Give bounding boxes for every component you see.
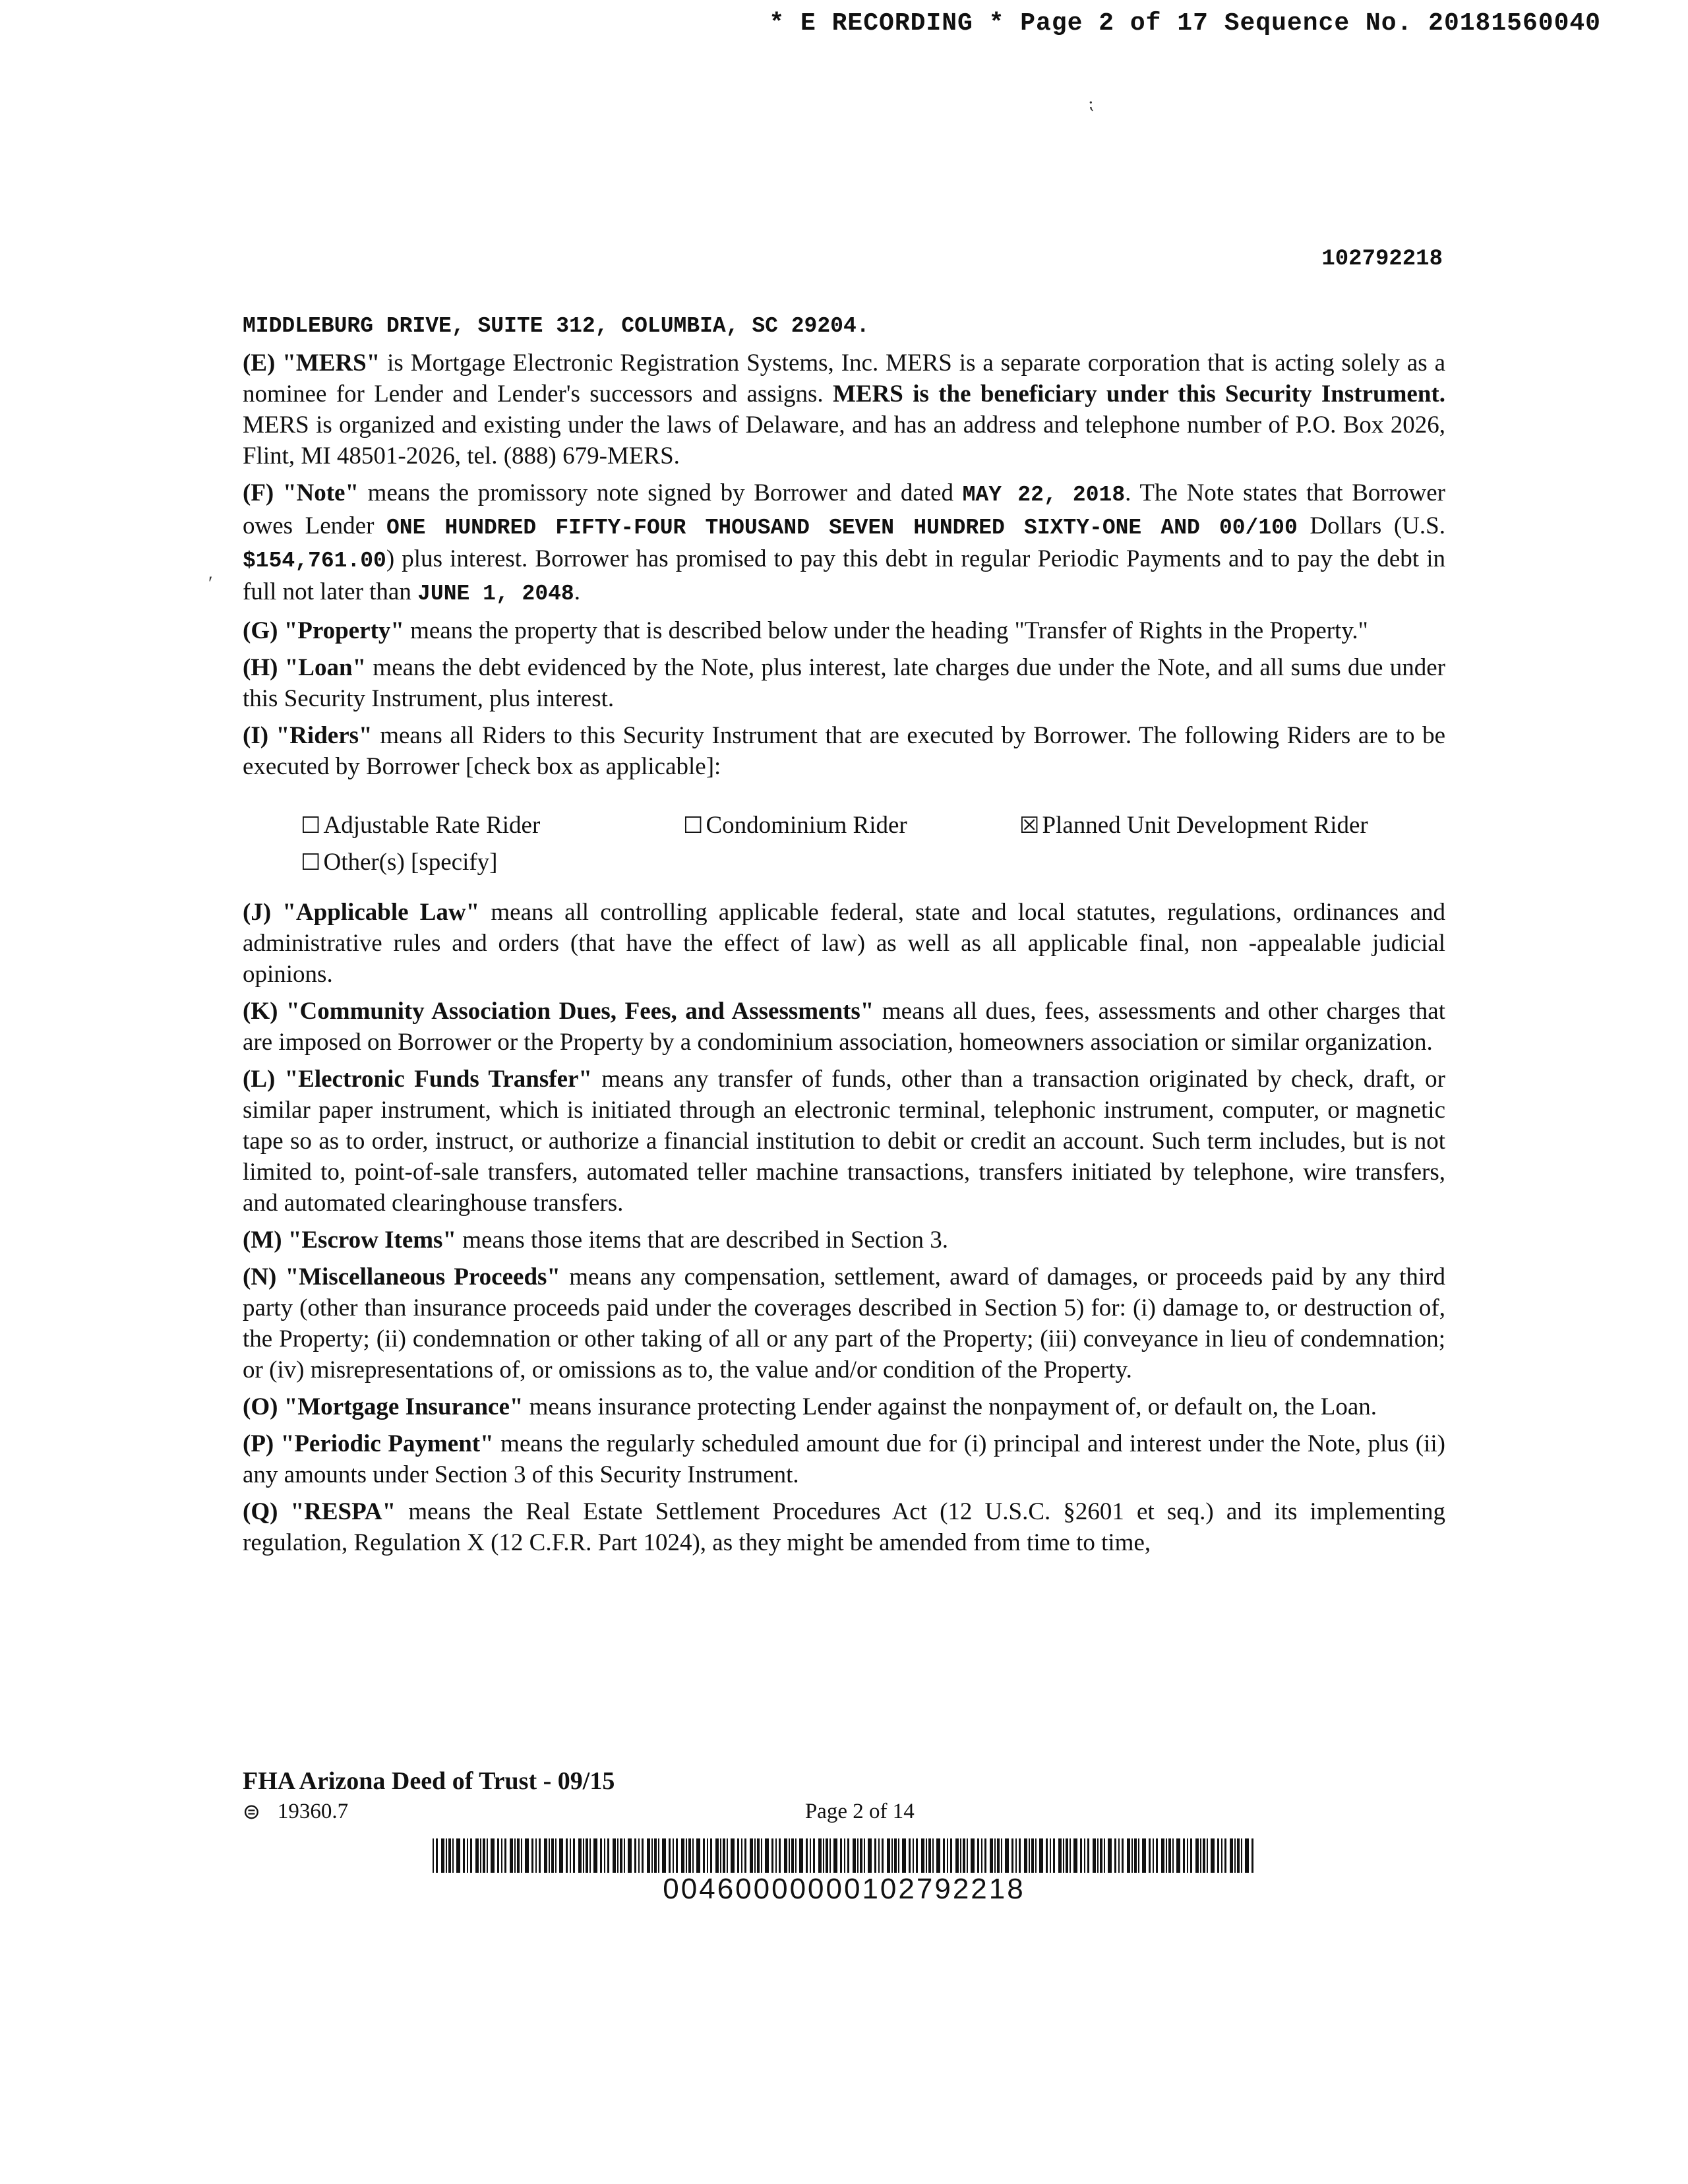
- barcode-bar: [1029, 1838, 1030, 1873]
- barcode-bar: [806, 1838, 808, 1873]
- barcode-bar: [984, 1838, 986, 1873]
- barcode-bar: [480, 1838, 481, 1873]
- barcode-bar: [960, 1838, 961, 1873]
- barcode-bar: [1114, 1838, 1116, 1873]
- barcode-bar: [487, 1838, 488, 1873]
- barcode-bar: [1168, 1838, 1171, 1873]
- barcode-bar: [470, 1838, 472, 1873]
- barcode-bar: [504, 1838, 506, 1873]
- barcode-bar: [1200, 1838, 1201, 1873]
- definition-k: (K) "Community Association Dues, Fees, and Assessments" means all dues, fees, assessments and other charges that are imposed on Borrower or the Property by a condominium association, homeowners association or similar organization.: [243, 998, 1445, 1056]
- form-code: 19360.7: [277, 1799, 349, 1823]
- recording-stamp: * E RECORDING * Page 2 of 17 Sequence No. 20181560040: [769, 9, 1601, 38]
- barcode-bar: [997, 1838, 1000, 1873]
- barcode-bar: [818, 1838, 822, 1873]
- barcode-bar: [688, 1838, 691, 1873]
- barcode-bar: [844, 1838, 845, 1873]
- barcode-bar: [535, 1838, 537, 1873]
- barcode-bar: [723, 1838, 725, 1873]
- barcode-bar: [620, 1838, 622, 1873]
- barcode-bar: [525, 1838, 529, 1873]
- barcode-bar: [647, 1838, 650, 1873]
- barcode-bar: [593, 1838, 597, 1873]
- barcode-bar: [823, 1838, 824, 1873]
- barcode-bar: [947, 1838, 948, 1873]
- barcode-bar: [497, 1838, 499, 1873]
- barcode-bar: [1100, 1838, 1102, 1873]
- page-footer: [243, 1766, 1495, 1827]
- barcode-bar: [696, 1838, 700, 1873]
- barcode-bar: [1211, 1838, 1215, 1873]
- rider-planned-unit-development: ☒ Planned Unit Development Rider: [1019, 812, 1368, 839]
- amount-words: ONE HUNDRED FIFTY-FOUR THOUSAND SEVEN HUNDRED SIXTY-ONE AND 00/100: [386, 516, 1298, 540]
- barcode-bar: [977, 1838, 979, 1873]
- barcode-bar: [916, 1838, 918, 1873]
- barcode-bar: [898, 1838, 899, 1873]
- loan-amount: $154,761.00: [243, 549, 386, 573]
- page-number: Page 2 of 14: [804, 1799, 915, 1823]
- barcode-bar: [853, 1838, 856, 1873]
- barcode-bar: [1035, 1838, 1037, 1873]
- barcode-bar: [878, 1838, 880, 1873]
- barcode-bar: [928, 1838, 931, 1873]
- barcode-bar: [741, 1838, 742, 1873]
- barcode-bar: [1245, 1838, 1249, 1873]
- barcode-bar: [950, 1838, 952, 1873]
- definition-n: (N) "Miscellaneous Proceeds" means any compensation, settlement, award of damages, or proceeds paid by any third party (other than insurance proceeds paid under the coverages described in Section 5) for: (i) damage to, or destruction of, the Property; (ii) condemnation or other taking of all or any part of the Property; (iii) conveyance in lieu of condemnation; or (iv) misrepresentations of, or omissions as to, the value and/or condition of the Property.: [243, 1263, 1446, 1383]
- barcode-bar: [731, 1838, 735, 1873]
- barcode-bar: [1063, 1838, 1064, 1873]
- definition-p: (P) "Periodic Payment" means the regularly scheduled amount due for (i) principal and interest under the Note, plus (ii) any amounts under Section 3 of this Security Instrument.: [243, 1430, 1445, 1488]
- barcode-bar: [1019, 1838, 1021, 1873]
- barcode-bar: [681, 1838, 684, 1873]
- barcode-bar: [990, 1838, 993, 1873]
- barcode-bar: [578, 1838, 582, 1873]
- barcode-bar: [628, 1838, 632, 1873]
- barcode-bar: [1011, 1838, 1013, 1873]
- barcode-bar: [510, 1838, 513, 1873]
- barcode-bar: [868, 1838, 872, 1873]
- barcode-bar: [1108, 1838, 1112, 1873]
- barcode-bar: [1001, 1838, 1002, 1873]
- definition-o: (O) "Mortgage Insurance" means insurance protecting Lender against the nonpayment of, or default on, the Loan.: [243, 1393, 1377, 1420]
- barcode-bar: [676, 1838, 678, 1873]
- riders-checklist: [301, 810, 1445, 878]
- barcode-bar: [1172, 1838, 1174, 1873]
- barcode-bar: [1190, 1838, 1192, 1873]
- address-line: MIDDLEBURG DRIVE, SUITE 312, COLUMBIA, SC 29204.: [243, 314, 870, 338]
- barcode-bar: [433, 1838, 434, 1873]
- note-date: MAY 22, 2018: [962, 483, 1126, 507]
- barcode-bar: [549, 1838, 550, 1873]
- barcode-bar: [779, 1838, 781, 1873]
- barcode-bar: [894, 1838, 897, 1873]
- barcode-bar: [1138, 1838, 1139, 1873]
- barcode-bar: [737, 1838, 739, 1873]
- barcode-bar: [1118, 1838, 1120, 1873]
- barcode-bar: [521, 1838, 522, 1873]
- barcode-bar: [1015, 1838, 1017, 1873]
- barcode-bar: [1207, 1838, 1208, 1873]
- barcode-bar: [1104, 1838, 1105, 1873]
- barcode-bar: [791, 1838, 794, 1873]
- barcode-bar: [1039, 1838, 1043, 1873]
- barcode-bar: [452, 1838, 454, 1873]
- barcode-bar: [1046, 1838, 1048, 1873]
- barcode-bar: [517, 1838, 520, 1873]
- barcode-bar: [662, 1838, 666, 1873]
- barcode-bar: [1149, 1838, 1151, 1873]
- barcode-bar: [887, 1838, 890, 1873]
- barcode-bar: [981, 1838, 982, 1873]
- barcode-bar: [1131, 1838, 1133, 1873]
- barcode-bar: [932, 1838, 934, 1873]
- barcode-bar: [720, 1838, 721, 1873]
- barcode-number: 00460000000102792218: [663, 1873, 1025, 1905]
- barcode-bar: [1084, 1838, 1085, 1873]
- checkbox-icon: ☐: [301, 849, 321, 876]
- barcode-bar: [570, 1838, 571, 1873]
- barcode-bar: [448, 1838, 451, 1873]
- barcode-bar: [658, 1838, 659, 1873]
- barcode-bar: [586, 1838, 588, 1873]
- barcode-bar: [909, 1838, 911, 1873]
- barcode-bar: [669, 1838, 671, 1873]
- rider-condominium: ☐ Condominium Rider: [683, 812, 907, 839]
- barcode-bar: [1153, 1838, 1154, 1873]
- barcode-bar: [1251, 1838, 1253, 1873]
- margin-mark: ʹ: [208, 572, 213, 594]
- barcode-bar: [902, 1838, 906, 1873]
- barcode-bar: [1217, 1838, 1219, 1873]
- form-vendor-icon: ⊜: [243, 1799, 260, 1824]
- barcode-bar: [857, 1838, 859, 1873]
- barcode-bar: [771, 1838, 773, 1873]
- barcode-bar: [1230, 1838, 1233, 1873]
- barcode-bar: [1066, 1838, 1068, 1873]
- barcode-bar: [1187, 1838, 1188, 1873]
- barcode-bar: [1097, 1838, 1099, 1873]
- barcode-bar: [744, 1838, 746, 1873]
- barcode-bar: [1221, 1838, 1222, 1873]
- barcode-bar: [765, 1838, 769, 1873]
- document-number: 102792218: [1321, 247, 1443, 272]
- definition-i: (I) "Riders" means all Riders to this Security Instrument that are executed by Borrower. The following Riders are to be executed by Borrower [check box as applicable]:: [243, 722, 1445, 780]
- definition-m: (M) "Escrow Items" means those items that are described in Section 3.: [243, 1227, 948, 1254]
- barcode-bar: [913, 1838, 914, 1873]
- barcode-bar: [761, 1838, 762, 1873]
- barcode-bar: [710, 1838, 712, 1873]
- barcode-bar: [624, 1838, 625, 1873]
- barcode-bar: [551, 1838, 554, 1873]
- barcode-bar: [936, 1838, 940, 1873]
- barcode-bar: [1142, 1838, 1146, 1873]
- barcode-bar: [795, 1838, 797, 1873]
- barcode-bar: [600, 1838, 602, 1873]
- barcode-bar: [654, 1838, 657, 1873]
- definition-j: (J) "Applicable Law" means all controlling applicable federal, state and local statutes, regulations, ordinances and administrative rules and orders (that have the effect of law) as well as all applicable final, non -appealable judicial opinions.: [243, 899, 1446, 988]
- rider-adjustable-rate: ☐ Adjustable Rate Rider: [301, 812, 541, 839]
- form-title: FHA Arizona Deed of Trust - 09/15: [243, 1767, 615, 1795]
- barcode-bar: [799, 1838, 803, 1873]
- barcode-bar: [874, 1838, 876, 1873]
- barcode-bar: [531, 1838, 533, 1873]
- barcode-bar: [441, 1838, 444, 1873]
- barcode-bar: [1024, 1838, 1027, 1873]
- barcode-bar: [1176, 1838, 1180, 1873]
- barcode-bar: [501, 1838, 502, 1873]
- barcode-bar: [467, 1838, 468, 1873]
- barcode-bar: [1134, 1838, 1137, 1873]
- barcode-bar: [446, 1838, 447, 1873]
- checkbox-icon: ☐: [683, 812, 704, 839]
- barcode-bar: [583, 1838, 584, 1873]
- barcode-bar: [491, 1838, 495, 1873]
- rider-other: ☐ Other(s) [specify]: [301, 849, 498, 876]
- barcode-bar: [994, 1838, 996, 1873]
- barcode-bar: [926, 1838, 927, 1873]
- barcode-bar: [573, 1838, 575, 1873]
- barcode-bar: [544, 1838, 547, 1873]
- maturity-date: JUNE 1, 2048: [417, 582, 574, 606]
- barcode-bar: [1073, 1838, 1077, 1873]
- barcode-bar: [1224, 1838, 1226, 1873]
- barcode-bar: [891, 1838, 893, 1873]
- barcode-bar: [651, 1838, 653, 1873]
- barcode-bar: [1050, 1838, 1051, 1873]
- barcode-bar: [1195, 1838, 1199, 1873]
- barcode-bar: [1166, 1838, 1167, 1873]
- definition-f: (F) "Note" means the promissory note signed by Borrower and dated MAY 22, 2018. The Note states that Borrower owes Lender ONE HUNDRED FIFTY-FOUR THOUSAND SEVEN HUNDRED SIXTY-ONE AND 00/100 Dollars (U.S. $154,761.00) plus interest. Borrower has promised to pay this debt in regular Periodic Payments and to pay the debt in full not later than JUNE 1, 2048.: [243, 479, 1446, 606]
- barcode-bar: [692, 1838, 694, 1873]
- barcode-bar: [754, 1838, 756, 1873]
- barcode-bar: [566, 1838, 568, 1873]
- barcode-bar: [1031, 1838, 1034, 1873]
- barcode-bar: [475, 1838, 479, 1873]
- barcode-bar: [826, 1838, 828, 1873]
- barcode-bar: [727, 1838, 728, 1873]
- checked-box-icon: ☒: [1019, 812, 1040, 839]
- barcode-bar: [829, 1838, 831, 1873]
- barcode-bar: [847, 1838, 849, 1873]
- barcode-bar: [1058, 1838, 1062, 1873]
- barcode-bar: [1161, 1838, 1164, 1873]
- barcode-bar: [1241, 1838, 1242, 1873]
- form-line: [243, 1796, 1495, 1827]
- barcode-bar: [707, 1838, 708, 1873]
- checkbox-icon: ☐: [301, 812, 321, 839]
- definition-e: (E) "MERS" is Mortgage Electronic Registration Systems, Inc. MERS is a separate corporation that is acting solely as a nominee for Lender and Lender's successors and assigns. MERS is the beneficiary under this Security Instrument. MERS is organized and existing under the laws of Delaware, and has an address and telephone number of P.O. Box 2026, Flint, MI 48501-2026, tel. (888) 679-MERS.: [243, 349, 1445, 470]
- barcode-bar: [463, 1838, 465, 1873]
- barcode-bar: [1156, 1838, 1158, 1873]
- barcode-bar: [1080, 1838, 1082, 1873]
- scan-speck: ⁏: [1088, 94, 1094, 113]
- barcode-bar: [642, 1838, 644, 1873]
- barcode-bar: [784, 1838, 787, 1873]
- barcode-bar: [617, 1838, 618, 1873]
- barcode-bar: [967, 1838, 968, 1873]
- definition-h: (H) "Loan" means the debt evidenced by the Note, plus interest, late charges due under the Note, and all sums due under this Security Instrument, plus interest.: [243, 654, 1445, 712]
- barcode-bar: [963, 1838, 965, 1873]
- barcode-bar: [1053, 1838, 1055, 1873]
- barcode-bar: [1070, 1838, 1071, 1873]
- barcode-bar: [703, 1838, 705, 1873]
- barcode-bar: [813, 1838, 815, 1873]
- barcode-bar: [860, 1838, 862, 1873]
- barcode-bar: [757, 1838, 760, 1873]
- barcode-bar: [514, 1838, 516, 1873]
- barcode-bar: [840, 1838, 842, 1873]
- barcode-bar: [864, 1838, 865, 1873]
- barcode-bar: [810, 1838, 811, 1873]
- barcode-bar: [483, 1838, 485, 1873]
- barcode-bar: [1183, 1838, 1185, 1873]
- barcode-bar: [921, 1838, 924, 1873]
- barcode-bar: [1122, 1838, 1124, 1873]
- barcode-bar: [555, 1838, 557, 1873]
- barcode-bar: [955, 1838, 959, 1873]
- definition-g: (G) "Property" means the property that is described below under the heading "Transfer of Rights in the Property.": [243, 617, 1368, 644]
- document-body: [243, 309, 1445, 1564]
- barcode-bar: [436, 1838, 438, 1873]
- barcode-bar: [1093, 1838, 1096, 1873]
- barcode-bar: [882, 1838, 884, 1873]
- barcode-bar: [634, 1838, 636, 1873]
- barcode-bar: [456, 1838, 460, 1873]
- barcode-bar: [943, 1838, 945, 1873]
- barcode-bar: [559, 1838, 563, 1873]
- barcode-bar: [604, 1838, 605, 1873]
- barcode-bar: [1005, 1838, 1009, 1873]
- barcode-bar: [613, 1838, 616, 1873]
- barcode-bar: [750, 1838, 753, 1873]
- barcode-bar: [673, 1838, 674, 1873]
- barcode-bar: [607, 1838, 609, 1873]
- barcode: [433, 1838, 1255, 1873]
- definition-q: (Q) "RESPA" means the Real Estate Settlement Procedures Act (12 U.S.C. §2601 et seq.) and its implementing regulation, Regulation X (12 C.F.R. Part 1024), as they might be amended from time to time,: [243, 1498, 1445, 1556]
- barcode-bar: [1203, 1838, 1205, 1873]
- barcode-bars: [433, 1838, 1255, 1873]
- barcode-bar: [686, 1838, 687, 1873]
- barcode-bar: [715, 1838, 719, 1873]
- barcode-bar: [1127, 1838, 1130, 1873]
- barcode-bar: [638, 1838, 640, 1873]
- definition-l: (L) "Electronic Funds Transfer" means any transfer of funds, other than a transaction originated by check, draft, or similar paper instrument, which is initiated through an electronic terminal, telephonic instrument, computer, or magnetic tape so as to order, instruct, or authorize a financial institution to debit or credit an account. Such term includes, but is not limited to, point-of-sale transfers, automated teller machine transactions, transfers initiated by telephone, wire transfers, and automated clearinghouse transfers.: [243, 1066, 1445, 1217]
- barcode-bar: [1087, 1838, 1089, 1873]
- barcode-bar: [1237, 1838, 1240, 1873]
- barcode-bar: [971, 1838, 975, 1873]
- barcode-bar: [775, 1838, 777, 1873]
- barcode-bar: [589, 1838, 591, 1873]
- barcode-bar: [833, 1838, 837, 1873]
- barcode-bar: [1234, 1838, 1236, 1873]
- barcode-bar: [539, 1838, 541, 1873]
- barcode-bar: [789, 1838, 790, 1873]
